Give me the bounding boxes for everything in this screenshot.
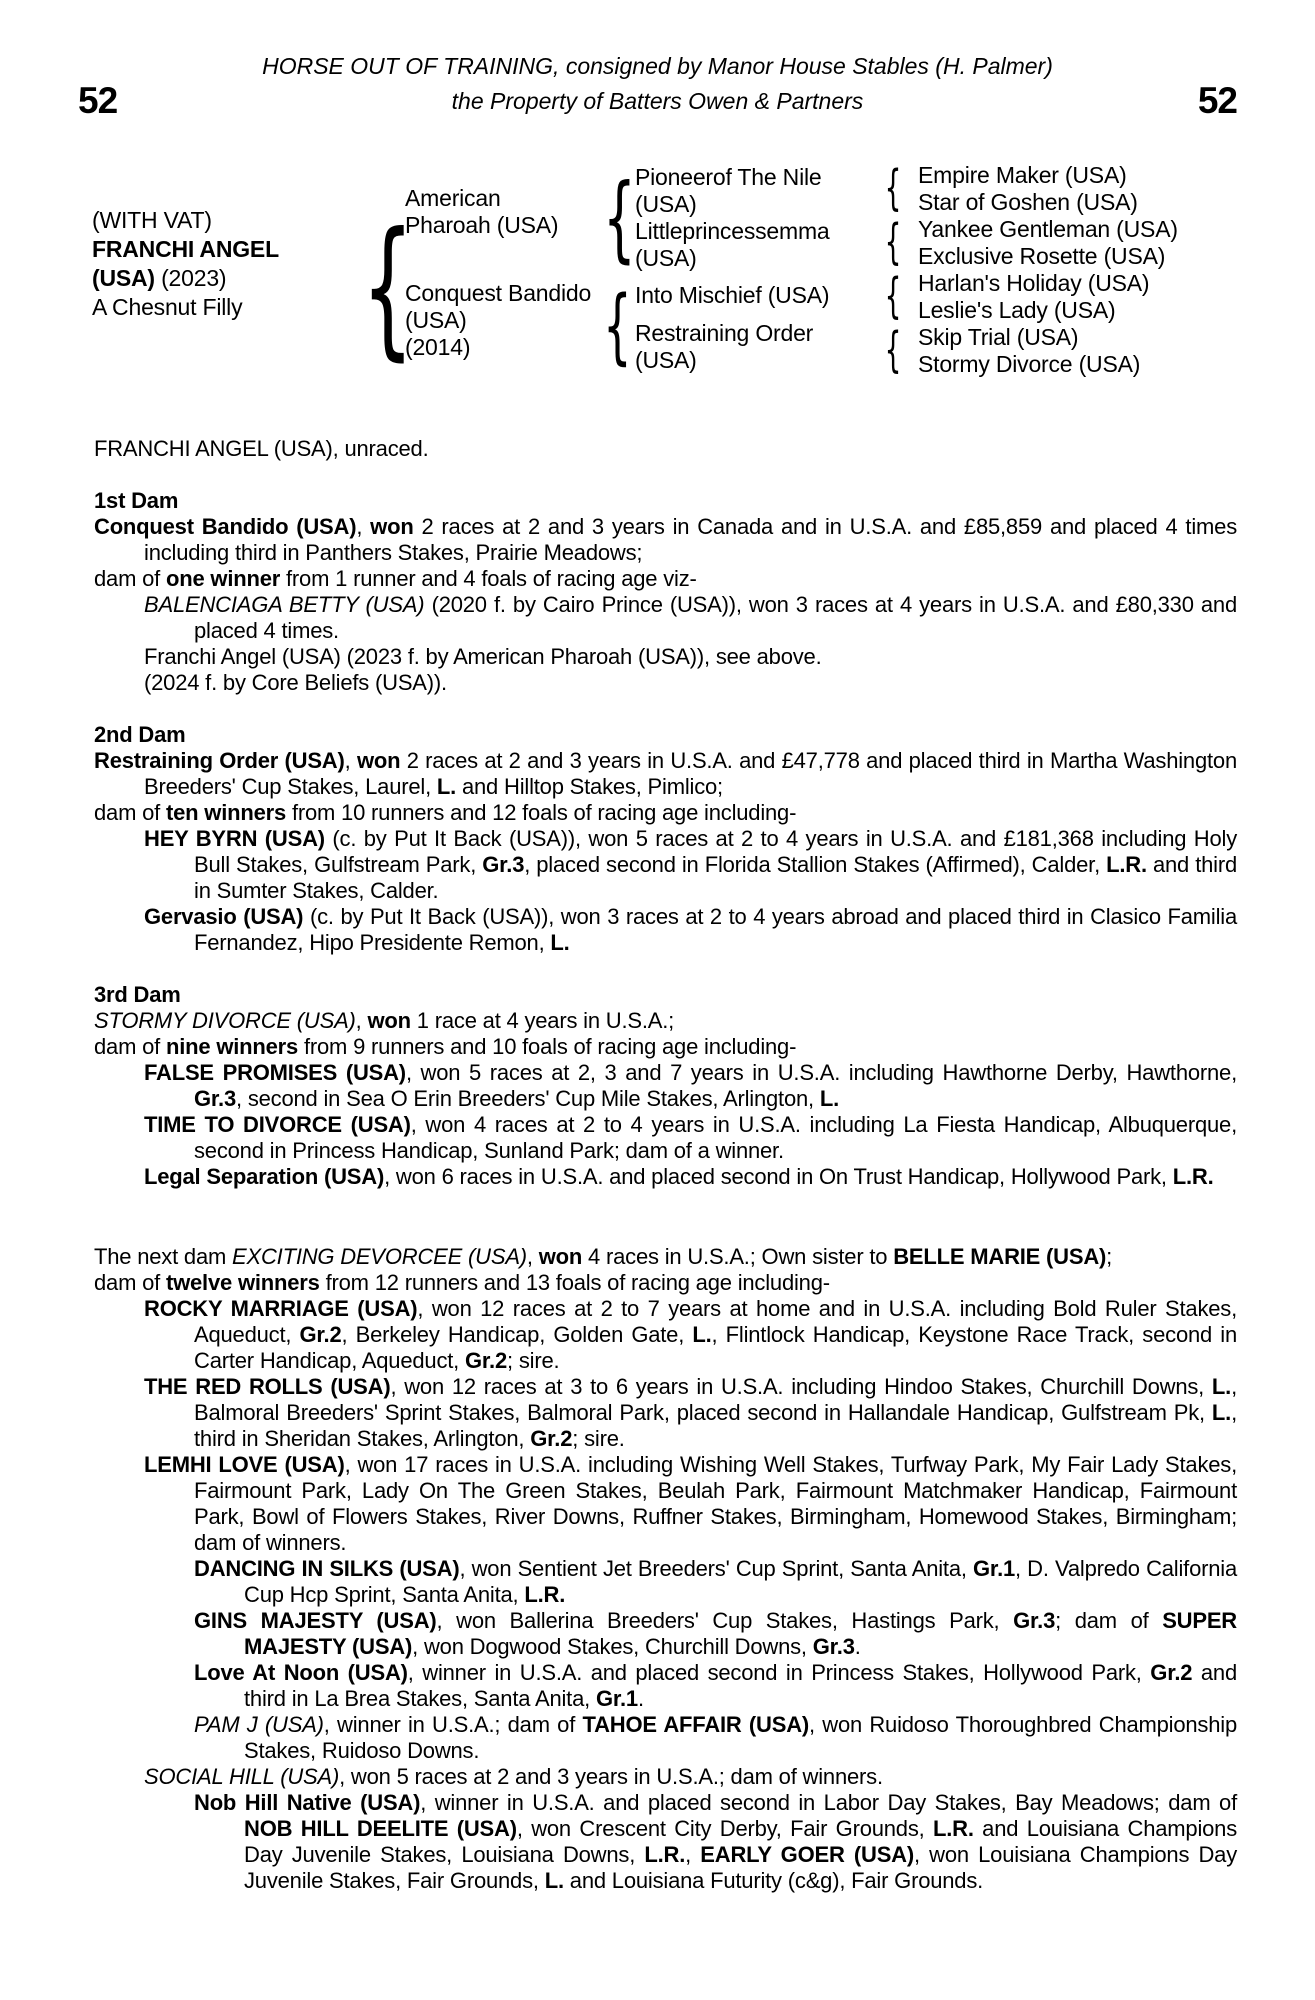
grandsire-sire-side bbox=[635, 164, 821, 218]
text-run: L.R. bbox=[1106, 852, 1147, 877]
text-run: from 1 runner and 4 foals of racing age viz- bbox=[280, 566, 697, 591]
lot-number-right: 52 bbox=[1197, 80, 1237, 121]
text-run: L. bbox=[1211, 1400, 1232, 1425]
text-run: dam of bbox=[94, 1270, 166, 1295]
text-run: L. bbox=[544, 1868, 564, 1893]
pedigree-text-paragraph bbox=[94, 1034, 1237, 1060]
grandparent-line: (USA) bbox=[635, 347, 697, 373]
text-run: , bbox=[526, 1244, 539, 1269]
pedigree-text-paragraph bbox=[94, 1712, 1237, 1764]
text-run: . bbox=[854, 1634, 861, 1659]
pedigree-text-paragraph bbox=[94, 800, 1237, 826]
text-run: , Balmoral Breeders' Sprint Stakes, Balmoral Park, placed second in Hallandale Handicap, Gulfstream Pk, bbox=[194, 1374, 1237, 1425]
horse-name-block bbox=[92, 206, 279, 322]
grandparent-line: Into Mischief (USA) bbox=[635, 282, 830, 308]
pedigree-text-paragraph bbox=[94, 1008, 1237, 1034]
text-run: , won 17 races in U.S.A. including Wishing Well Stakes, Turfway Park, My Fair Lady Stakes, Fairmount Park, Lady On The Green Stakes, Beulah Park, Fairmount Matchmaker Handicap, Fairmount Park, Bowl of Flowers Stakes, River Downs, Ruffner Stakes, Birmingham, Homewood Stakes, Birmingham; dam of winners. bbox=[194, 1452, 1237, 1555]
grandparent-line: Pioneerof The Nile bbox=[635, 164, 822, 190]
text-run: NOB HILL DEELITE (USA) bbox=[244, 1816, 517, 1841]
brace-sire-parents-icon: { bbox=[603, 164, 636, 273]
text-run: , won 12 races at 2 to 7 years at home and in U.S.A. including Bold Ruler Stakes, Aqueduct, bbox=[194, 1296, 1237, 1347]
text-run: L. bbox=[1211, 1374, 1232, 1399]
catalogue-body bbox=[94, 436, 1237, 1894]
great-grandparent-line: Stormy Divorce (USA) bbox=[918, 351, 1141, 377]
dam-line: Conquest Bandido bbox=[405, 280, 592, 306]
text-run: , won Crescent City Derby, Fair Grounds, bbox=[516, 1816, 933, 1841]
text-run: Gr.3 bbox=[194, 1086, 237, 1111]
text-run: ten winners bbox=[165, 800, 287, 825]
grandparent-line: (USA) bbox=[635, 191, 697, 217]
text-run: won bbox=[356, 748, 401, 773]
text-run: Gr.3 bbox=[812, 1634, 855, 1659]
text-run: from 12 runners and 13 foals of racing age including- bbox=[319, 1270, 830, 1295]
brace-ggp4-icon: { bbox=[884, 322, 902, 378]
text-run: Franchi Angel (USA) (2023 f. by American Pharoah (USA)), see above. bbox=[144, 644, 822, 669]
text-run: Love At Noon (USA) bbox=[194, 1660, 408, 1685]
text-run: , winner in U.S.A. and placed second in Princess Stakes, Hollywood Park, bbox=[407, 1660, 1151, 1685]
great-grandparents-pair3 bbox=[918, 270, 1149, 324]
grandparent-line: Littleprincessemma bbox=[635, 218, 830, 244]
text-run: , bbox=[356, 514, 371, 539]
pedigree-text-paragraph bbox=[94, 1112, 1237, 1164]
vat-note: (WITH VAT) bbox=[92, 207, 212, 233]
pedigree-text-paragraph bbox=[94, 670, 1237, 696]
horse-name: FRANCHI ANGEL bbox=[92, 236, 279, 262]
pedigree-text-paragraph bbox=[94, 1608, 1237, 1660]
text-run: TAHOE AFFAIR (USA) bbox=[582, 1712, 810, 1737]
text-run: L. bbox=[692, 1322, 712, 1347]
text-run: , won 4 races at 2 to 4 years in U.S.A. including La Fiesta Handicap, Albuquerque, second in Princess Handicap, Sunland Park; dam of a winner. bbox=[194, 1112, 1237, 1163]
great-grandparent-line: Yankee Gentleman (USA) bbox=[918, 216, 1178, 242]
horse-year: (2023) bbox=[161, 265, 227, 291]
text-run: , won 5 races at 2 and 3 years in U.S.A.; dam of winners. bbox=[339, 1764, 883, 1789]
text-run: (c. by Put It Back (USA)), won 3 races at 2 to 4 years abroad and placed third in Clasico Familia Fernandez, Hipo Presidente Remon, bbox=[194, 904, 1237, 955]
text-run: Gr.1 bbox=[595, 1686, 638, 1711]
text-run: L.R. bbox=[644, 1842, 686, 1867]
text-run: won bbox=[370, 514, 414, 539]
text-run: twelve winners bbox=[165, 1270, 320, 1295]
text-run: ; bbox=[1106, 1244, 1113, 1269]
granddam-sire-side bbox=[635, 218, 830, 272]
text-run: PAM J (USA) bbox=[194, 1712, 324, 1737]
dam-section bbox=[94, 488, 1237, 696]
text-run: Gr.2 bbox=[465, 1348, 508, 1373]
pedigree-table bbox=[78, 161, 1237, 403]
text-run: , bbox=[355, 1008, 368, 1033]
consignor-line: HORSE OUT OF TRAINING, consigned by Manor House Stables (H. Palmer) bbox=[262, 53, 1053, 79]
page-header bbox=[78, 52, 1237, 121]
text-run: DANCING IN SILKS (USA) bbox=[194, 1556, 460, 1581]
dam-section bbox=[94, 982, 1237, 1190]
text-run: won bbox=[367, 1008, 411, 1033]
text-run: ROCKY MARRIAGE (USA) bbox=[144, 1296, 418, 1321]
sire-line: American bbox=[405, 185, 501, 211]
race-record-line: FRANCHI ANGEL (USA), unraced. bbox=[94, 436, 429, 461]
grandparent-line: Restraining Order bbox=[635, 320, 814, 346]
text-run: and Louisiana Futurity (c&g), Fair Grounds. bbox=[563, 1868, 984, 1893]
pedigree-text-paragraph bbox=[94, 566, 1237, 592]
text-run: (2024 f. by Core Beliefs (USA)). bbox=[144, 670, 447, 695]
text-run: dam of bbox=[94, 1034, 166, 1059]
text-run: 2 races at 2 and 3 years in Canada and in U.S.A. and £85,859 and placed 4 times including third in Panthers Stakes, Prairie Meadows; bbox=[144, 514, 1237, 565]
text-run: L.R. bbox=[1172, 1164, 1214, 1189]
text-run: SOCIAL HILL (USA) bbox=[144, 1764, 340, 1789]
great-grandparents-pair1 bbox=[918, 162, 1138, 216]
text-run: BELLE MARIE (USA) bbox=[893, 1244, 1107, 1269]
text-run: , won Ballerina Breeders' Cup Stakes, Hastings Park, bbox=[436, 1608, 1014, 1633]
pedigree-text-paragraph bbox=[94, 748, 1237, 800]
text-run: Gr.2 bbox=[530, 1426, 573, 1451]
brace-ggp3-icon: { bbox=[884, 268, 902, 324]
property-line: the Property of Batters Owen & Partners bbox=[451, 88, 864, 114]
text-run: and third in Sumter Stakes, Calder. bbox=[194, 852, 1238, 903]
pedigree-text-paragraph bbox=[94, 514, 1237, 566]
horse-description: A Chesnut Filly bbox=[92, 294, 243, 320]
text-run: , won 6 races in U.S.A. and placed second in On Trust Handicap, Hollywood Park, bbox=[384, 1164, 1173, 1189]
text-run: and Louisiana Champions Day Juvenile Stakes, Louisiana Downs, bbox=[244, 1816, 1237, 1867]
text-run: Gr.2 bbox=[299, 1322, 342, 1347]
great-grandparents-pair2 bbox=[918, 216, 1178, 270]
text-run: L. bbox=[550, 930, 570, 955]
pedigree-text-paragraph bbox=[94, 1764, 1237, 1790]
lot-number-left: 52 bbox=[78, 80, 118, 121]
brace-ggp1-icon: { bbox=[884, 160, 902, 216]
pedigree-text-paragraph bbox=[94, 1374, 1237, 1452]
dam-name bbox=[405, 280, 591, 361]
great-grandparents-pair4 bbox=[918, 324, 1140, 378]
text-run: Conquest Bandido (USA) bbox=[94, 514, 357, 539]
pedigree-text-paragraph bbox=[94, 1270, 1237, 1296]
pedigree-text-paragraph bbox=[94, 1060, 1237, 1112]
text-run: , placed second in Florida Stallion Stakes (Affirmed), Calder, bbox=[524, 852, 1107, 877]
great-grandparent-line: Leslie's Lady (USA) bbox=[918, 297, 1116, 323]
section-heading: 1st Dam bbox=[94, 488, 179, 513]
text-run: Gervasio (USA) bbox=[144, 904, 304, 929]
section-heading: 3rd Dam bbox=[94, 982, 181, 1007]
text-run: L.R. bbox=[524, 1582, 566, 1607]
text-run: ; dam of bbox=[1055, 1608, 1163, 1633]
text-run: (c. by Put It Back (USA)), won 5 races at 2 to 4 years in U.S.A. and £181,368 including Holy Bull Stakes, Gulfstream Park, bbox=[194, 826, 1238, 877]
grandsire-dam-side bbox=[635, 282, 829, 309]
sire-name bbox=[405, 185, 558, 239]
text-run: TIME TO DIVORCE (USA) bbox=[144, 1112, 411, 1137]
great-grandparent-line: Exclusive Rosette (USA) bbox=[918, 243, 1166, 269]
pedigree-text-paragraph bbox=[94, 592, 1237, 644]
pedigree-text-paragraph bbox=[94, 644, 1237, 670]
text-run: , won Sentient Jet Breeders' Cup Sprint, Santa Anita, bbox=[459, 1556, 974, 1581]
text-run: 1 race at 4 years in U.S.A.; bbox=[410, 1008, 675, 1033]
text-run: Gr.2 bbox=[1150, 1660, 1193, 1685]
text-run: FALSE PROMISES (USA) bbox=[144, 1060, 406, 1085]
text-run: EXCITING DEVORCEE (USA) bbox=[232, 1244, 527, 1269]
pedigree-text-paragraph bbox=[94, 1296, 1237, 1374]
text-run: dam of bbox=[94, 566, 166, 591]
granddam-dam-side bbox=[635, 320, 813, 374]
text-run: , winner in U.S.A. and placed second in Labor Day Stakes, Bay Meadows; dam of bbox=[420, 1790, 1237, 1815]
sire-line: Pharoah (USA) bbox=[405, 212, 559, 238]
pedigree-text-paragraph bbox=[94, 1556, 1237, 1608]
text-run: , Berkeley Handicap, Golden Gate, bbox=[341, 1322, 693, 1347]
pedigree-text-paragraph bbox=[94, 1452, 1237, 1556]
text-run: , D. Valpredo California Cup Hcp Sprint, Santa Anita, bbox=[244, 1556, 1237, 1607]
text-run: Restraining Order (USA) bbox=[94, 748, 345, 773]
text-run: nine winners bbox=[165, 1034, 299, 1059]
pedigree-text-paragraph bbox=[94, 1164, 1237, 1190]
great-grandparent-line: Harlan's Holiday (USA) bbox=[918, 270, 1150, 296]
dam-section bbox=[94, 722, 1237, 956]
text-run: BALENCIAGA BETTY (USA) bbox=[144, 592, 425, 617]
pedigree-text-paragraph bbox=[94, 1790, 1237, 1894]
text-run: from 9 runners and 10 foals of racing age including- bbox=[298, 1034, 797, 1059]
text-run: , bbox=[344, 748, 357, 773]
text-run: , won 12 races at 3 to 6 years in U.S.A. including Hindoo Stakes, Churchill Downs, bbox=[390, 1374, 1212, 1399]
pedigree-text-paragraph bbox=[94, 826, 1237, 904]
text-run: L. bbox=[436, 774, 457, 799]
text-run: , second in Sea O Erin Breeders' Cup Mile Stakes, Arlington, bbox=[236, 1086, 820, 1111]
text-run: L. bbox=[819, 1086, 840, 1111]
text-run: (2020 f. by Cairo Prince (USA)), won 3 races at 4 years in U.S.A. and £80,330 and placed 4 times. bbox=[194, 592, 1237, 643]
great-grandparent-line: Star of Goshen (USA) bbox=[918, 189, 1138, 215]
pedigree-text-paragraph bbox=[94, 904, 1237, 956]
dam-line: (2014) bbox=[405, 334, 471, 360]
text-run: ; sire. bbox=[572, 1426, 625, 1451]
text-run: 4 races in U.S.A.; Own sister to bbox=[582, 1244, 894, 1269]
horse-country: (USA) bbox=[92, 265, 155, 291]
text-run: EARLY GOER (USA) bbox=[700, 1842, 914, 1867]
text-run: Gr.3 bbox=[1013, 1608, 1056, 1633]
brace-parents-icon: { bbox=[361, 201, 414, 375]
brace-dam-parents-icon: { bbox=[603, 279, 632, 374]
text-run: Nob Hill Native (USA) bbox=[194, 1790, 421, 1815]
text-run: won bbox=[538, 1244, 583, 1269]
text-run: , won Louisiana Champions Day Juvenile Stakes, Fair Grounds, bbox=[244, 1842, 1238, 1893]
pedigree-text-paragraph bbox=[94, 1660, 1237, 1712]
text-run: LEMHI LOVE (USA) bbox=[144, 1452, 345, 1477]
text-run: STORMY DIVORCE (USA) bbox=[94, 1008, 356, 1033]
text-run: , Flintlock Handicap, Keystone Race Track, second in Carter Handicap, Aqueduct, bbox=[194, 1322, 1237, 1373]
dam-sections bbox=[94, 488, 1237, 1894]
text-run: Gr.1 bbox=[973, 1556, 1016, 1581]
text-run: dam of bbox=[94, 800, 166, 825]
text-run: and third in La Brea Stakes, Santa Anita, bbox=[244, 1660, 1237, 1711]
text-run: GINS MAJESTY (USA) bbox=[194, 1608, 437, 1633]
pedigree-text-paragraph bbox=[94, 1244, 1237, 1270]
text-run: SUPER MAJESTY (USA) bbox=[244, 1608, 1237, 1659]
text-run: Gr.3 bbox=[482, 852, 525, 877]
text-run: HEY BYRN (USA) bbox=[144, 826, 325, 851]
text-run: from 10 runners and 12 foals of racing age including- bbox=[286, 800, 797, 825]
text-run: . bbox=[637, 1686, 644, 1711]
text-run: ; sire. bbox=[507, 1348, 560, 1373]
text-run: one winner bbox=[165, 566, 281, 591]
text-run: The next dam bbox=[94, 1244, 233, 1269]
section-heading: 2nd Dam bbox=[94, 722, 186, 747]
text-run: , won Ruidoso Thoroughbred Championship Stakes, Ruidoso Downs. bbox=[244, 1712, 1237, 1763]
dam-line: (USA) bbox=[405, 307, 467, 333]
great-grandparent-line: Skip Trial (USA) bbox=[918, 324, 1079, 350]
text-run: Legal Separation (USA) bbox=[144, 1164, 385, 1189]
great-grandparent-line: Empire Maker (USA) bbox=[918, 162, 1127, 188]
grandparent-line: (USA) bbox=[635, 245, 697, 271]
text-run: and Hilltop Stakes, Pimlico; bbox=[456, 774, 723, 799]
text-run: , winner in U.S.A.; dam of bbox=[323, 1712, 583, 1737]
brace-ggp2-icon: { bbox=[884, 214, 902, 270]
text-run: L.R. bbox=[932, 1816, 974, 1841]
text-run: THE RED ROLLS (USA) bbox=[144, 1374, 391, 1399]
text-run: 2 races at 2 and 3 years in U.S.A. and £47,778 and placed third in Martha Washington Breeders' Cup Stakes, Laurel, bbox=[144, 748, 1237, 799]
text-run: , won 5 races at 2, 3 and 7 years in U.S.A. including Hawthorne Derby, Hawthorne, bbox=[405, 1060, 1238, 1085]
dam-section bbox=[94, 1244, 1237, 1894]
text-run: , won Dogwood Stakes, Churchill Downs, bbox=[412, 1634, 813, 1659]
text-run: , bbox=[685, 1842, 701, 1867]
text-run: , third in Sheridan Stakes, Arlington, bbox=[194, 1400, 1237, 1451]
horse-country-year bbox=[92, 264, 279, 293]
